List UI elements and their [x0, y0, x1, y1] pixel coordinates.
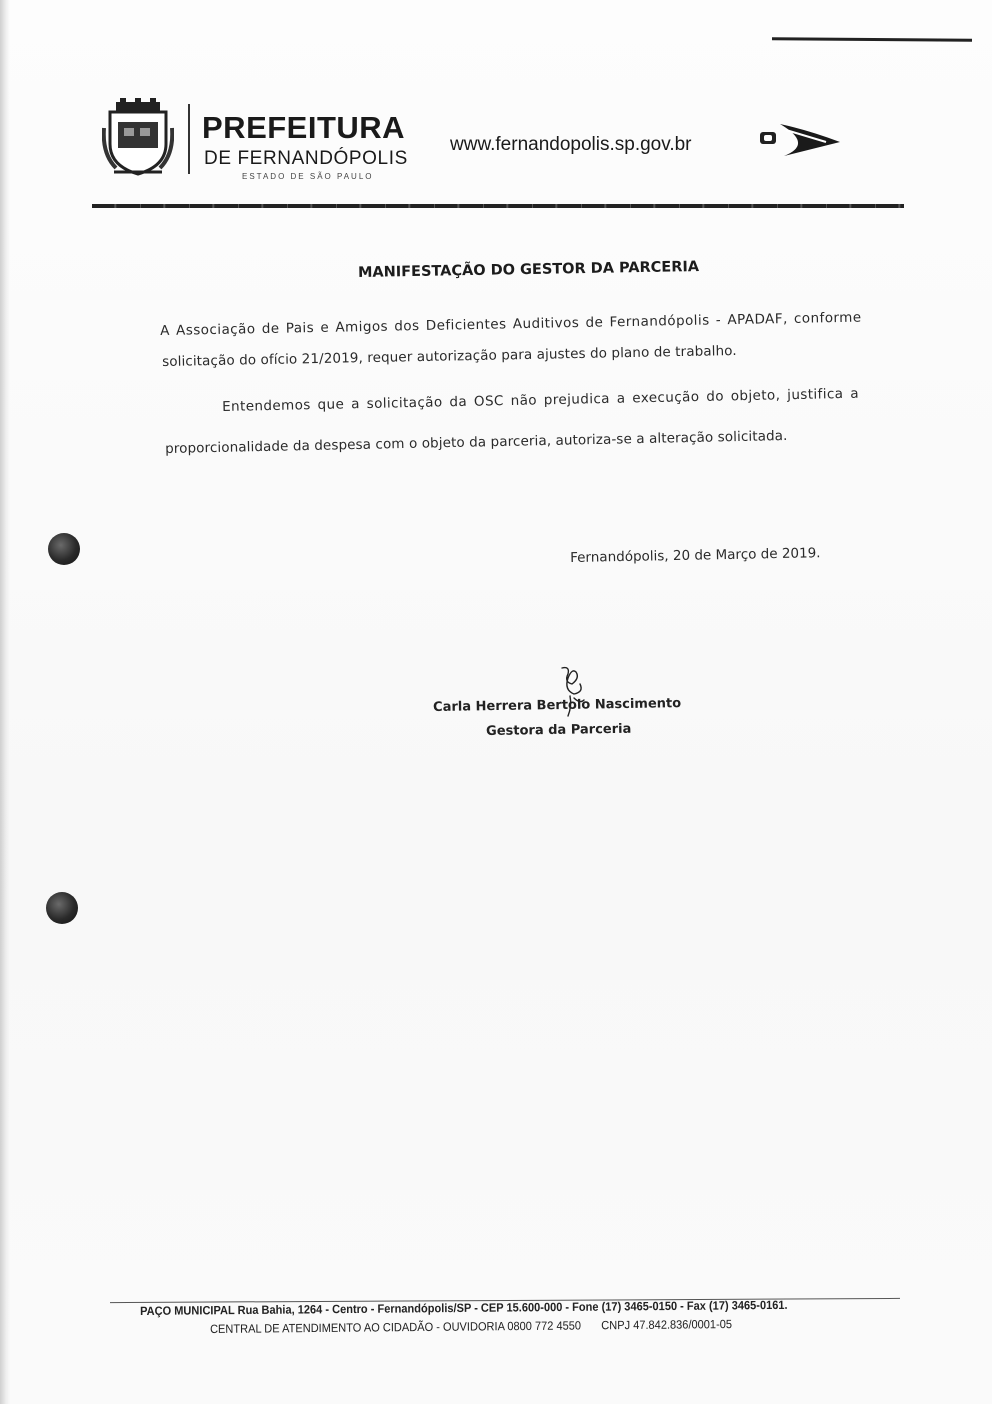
letterhead-divider: [188, 104, 190, 174]
paragraph-1-line-1: A Associação de Pais e Amigos dos Deficientes Auditivos de Fernandópolis - APADAF, conforme: [160, 309, 862, 339]
brand-subtitle: DE FERNANDÓPOLIS: [204, 148, 408, 169]
coat-of-arms-icon: [102, 98, 174, 178]
paragraph-2-line-1: Entendemos que a solicitação da OSC não prejudica a execução do objeto, justifica a: [222, 385, 860, 415]
document-title: MANIFESTAÇÃO DO GESTOR DA PARCERIA: [357, 259, 700, 281]
footer-service: CENTRAL DE ATENDIMENTO AO CIDADÃO - OUVIDORIA 0800 772 4550: [210, 1318, 582, 1336]
brand-state: ESTADO DE SÃO PAULO: [242, 172, 374, 181]
scan-edge-shadow: [0, 0, 10, 1404]
signer-name: Carla Herrera Bertolo Nascimento: [433, 696, 682, 715]
footer-address: PAÇO MUNICIPAL Rua Bahia, 1264 - Centro - Fernandópolis/SP - CEP 15.600-000 - Fone (17) 3465-0150 - Fax (17) 3465-0161.: [140, 1297, 788, 1318]
punch-hole: [46, 892, 78, 924]
brand-title: PREFEITURA: [202, 110, 406, 145]
punch-hole: [48, 533, 80, 565]
paragraph-2-line-2: proporcionalidade da despesa com o objeto da parceria, autoriza-se a alteração solicitada.: [165, 427, 788, 457]
signer-role: Gestora da Parceria: [486, 721, 632, 739]
website-link[interactable]: www.fernandopolis.sp.gov.br: [450, 134, 692, 155]
footer-cnpj: CNPJ 47.842.836/0001-05: [601, 1317, 733, 1333]
letterhead: [96, 92, 916, 192]
paragraph-1-line-2: solicitação do ofício 21/2019, requer autorização para ajustes do plano de trabalho.: [162, 342, 737, 370]
date-line: Fernandópolis, 20 de Março de 2019.: [570, 545, 821, 566]
scan-top-mark: [772, 37, 972, 41]
letterhead-rule: [92, 204, 904, 208]
arrow-logo-icon: [756, 120, 846, 160]
footer-contact: [210, 1317, 732, 1336]
